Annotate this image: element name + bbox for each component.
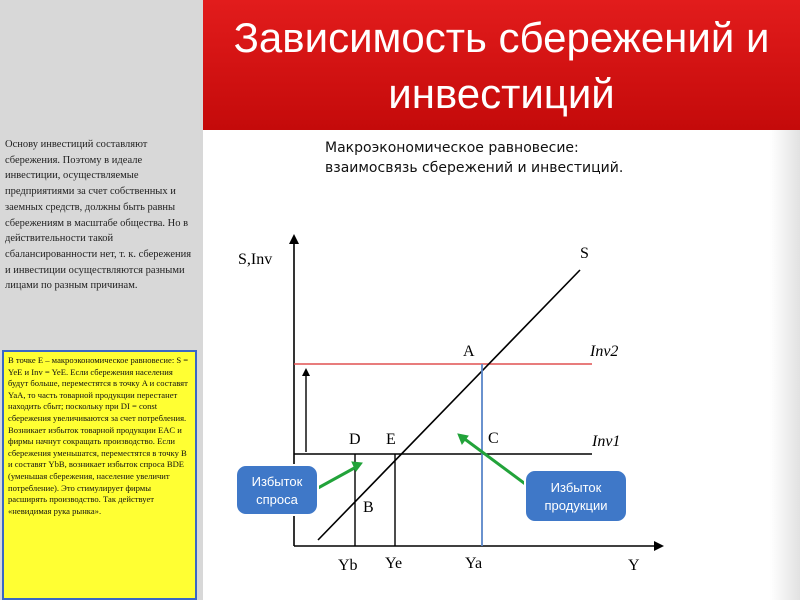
product-callout-line-1: Избыток bbox=[550, 480, 602, 495]
savings-curve-label: S bbox=[580, 245, 589, 262]
diagram-subtitle: Макроэкономическое равновесие: взаимосвязь сбережений и инвестиций. bbox=[325, 140, 624, 176]
point-a-label: A bbox=[463, 343, 475, 360]
tick-ya-label: Ya bbox=[465, 555, 483, 572]
title-line-1: Зависимость сбережений и bbox=[233, 14, 770, 61]
product-callout-box bbox=[525, 470, 627, 522]
tick-yb-label: Yb bbox=[338, 557, 358, 574]
point-b-label: B bbox=[363, 499, 374, 516]
note-box: В точке E – макроэкономическое равновесие: S = YeE и Inv = YeE. Если сбережения населения будут больше, переместятся в точку A и составят YaA, то часть товарной продукции перестанет находить сбыт; поскольку при DI = const сбережения увеличиваются за счет потребления. Возникает избыток товарной продукции EAC и фирмы начнут сокращать производство. Если сбережения уменьшатся, переместятся в точку B и составят YbB, возникает избыток спроса BDE (уменьшая сбережения, население увеличит потребление). Это стимулирует фирмы расширять производство. Так действует «невидимая рука рынка». bbox=[2, 350, 197, 600]
inv1-label: Inv1 bbox=[592, 433, 621, 450]
point-c-label: C bbox=[488, 430, 499, 447]
inv2-label: Inv2 bbox=[590, 343, 619, 360]
demand-excess-callout bbox=[236, 465, 318, 515]
intro-text: Основу инвестиций составляют сбережения. Поэтому в идеале инвестиции, осуществляемые предприятиями за счет собственных и заемных средств, должны быть равны сбережениям в масштабе общества. Но в действительности такой сбалансированности нет, т. к. сбережения и инвестиции осуществляются разными лицами по разным причинам. bbox=[5, 139, 192, 292]
point-e-label: E bbox=[386, 431, 396, 448]
point-d-label: D bbox=[349, 431, 361, 448]
title-line-2: инвестиций bbox=[388, 70, 615, 117]
demand-callout-line-1: Избыток bbox=[251, 474, 303, 489]
product-callout-line-2: продукции bbox=[544, 498, 608, 513]
tick-ye-label: Ye bbox=[385, 555, 403, 572]
product-excess-callout bbox=[525, 470, 627, 522]
demand-arrow bbox=[318, 466, 358, 488]
demand-callout-box bbox=[236, 465, 318, 515]
x-axis-label: Y bbox=[628, 557, 640, 574]
y-axis-label: S,Inv bbox=[238, 251, 273, 268]
demand-callout-line-2: спроса bbox=[256, 492, 298, 507]
